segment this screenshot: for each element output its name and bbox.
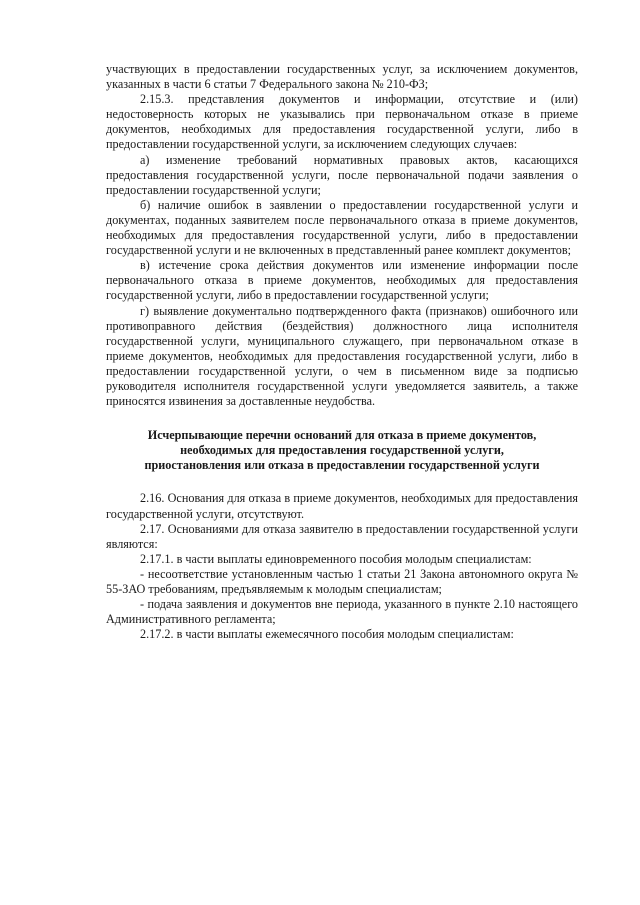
paragraph-item-v: в) истечение срока действия документов или изменение информации после первоначального отказа в приеме документов, необходимых для предоставления государственной услуги, либо в предоставлении государственной услуги; — [106, 258, 578, 303]
paragraph-continuation: участвующих в предоставлении государственных услуг, за исключением документов, указанных в части 6 статьи 7 Федерального закона № 210-ФЗ; — [106, 62, 578, 92]
section-heading: Исчерпывающие перечни оснований для отказа в приеме документов, необходимых для предоставления государственной услуги, приостановления или отказа в предоставлении государственной услуги — [144, 428, 540, 473]
paragraph-item-a: а) изменение требований нормативных правовых актов, касающихся предоставления государственной услуги, после первоначальной подачи заявления о предоставлении государственной услуги; — [106, 152, 578, 197]
bottom-section — [106, 491, 578, 642]
paragraph-item-g: г) выявление документально подтвержденного факта (признаков) ошибочного или противоправного действия (бездействия) должностного лица исполнителя государственной услуги, муниципального служащего, при первоначальном отказе в приеме документов, необходимых для предоставления государственной услуги, либо в предоставлении государственной услуги, о чем в письменном виде за подписью руководителя исполнителя государственной услуги уведомляется заявитель, а также приносятся извинения за доставленные неудобства. — [106, 303, 578, 409]
paragraph-2-17-2: 2.17.2. в части выплаты ежемесячного пособия молодым специалистам: — [140, 627, 514, 642]
list-item-mismatch: - несоответствие установленным частью 1 статьи 21 Закона автономного округа № 55-ЗАО требованиям, предъявляемым к молодым специалистам; — [106, 566, 578, 596]
paragraph-2-15-3: 2.15.3. представления документов и информации, отсутствие и (или) недостоверность которых не указывались при первоначальном отказе в приеме документов, необходимых для предоставления государственной услуги, либо в предоставлении государственной услуги, за исключением следующих случаев: — [106, 92, 578, 152]
paragraph-2-17: 2.17. Основаниями для отказа заявителю в предоставлении государственной услуги являются: — [106, 521, 578, 551]
paragraph-2-17-1: 2.17.1. в части выплаты единовременного пособия молодым специалистам: — [140, 551, 532, 566]
document-page — [106, 62, 578, 642]
paragraph-2-16: 2.16. Основания для отказа в приеме документов, необходимых для предоставления государственной услуги, отсутствуют. — [106, 491, 578, 521]
list-item-late-submission: - подача заявления и документов вне периода, указанного в пункте 2.10 настоящего Административного регламента; — [106, 597, 578, 627]
top-section — [106, 62, 578, 409]
paragraph-item-b: б) наличие ошибок в заявлении о предоставлении государственной услуги и документах, поданных заявителем после первоначального отказа в приеме документов, необходимых для предоставления государственной услуги, либо в предоставлении государственной услуги и не включенных в представленный ранее комплект документов; — [106, 197, 578, 258]
